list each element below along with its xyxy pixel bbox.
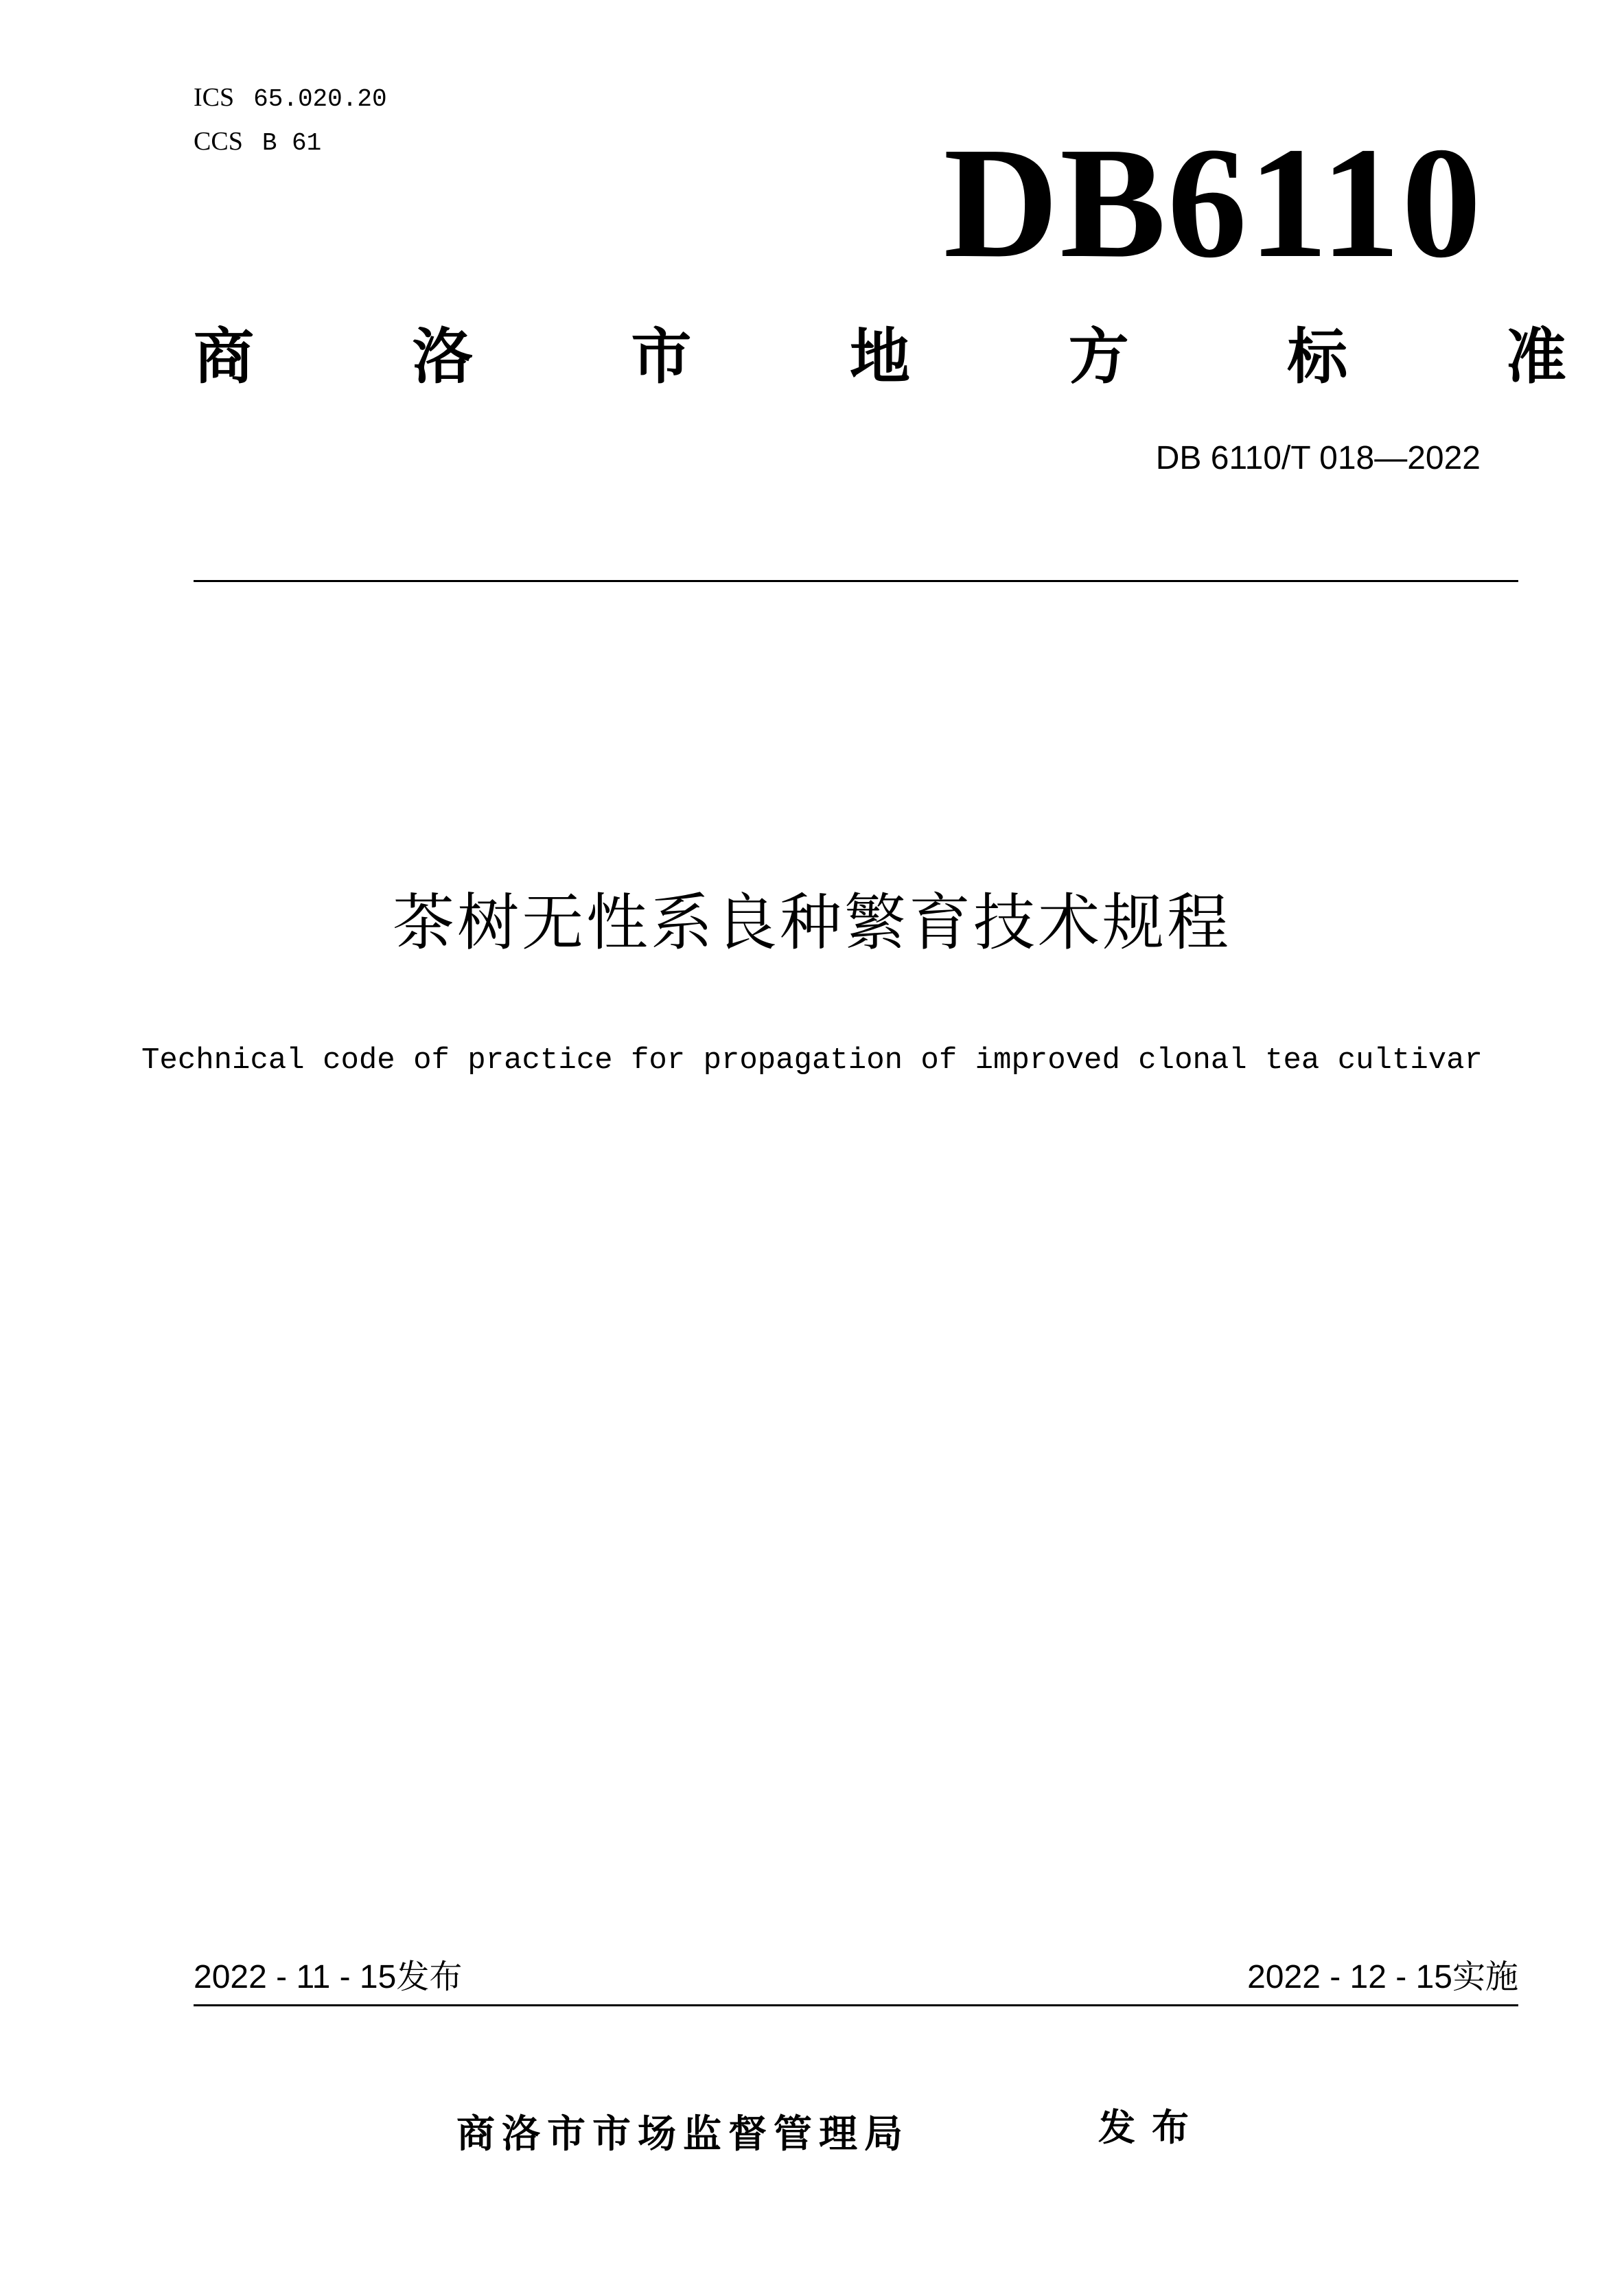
standard-logo: DB6110 bbox=[943, 115, 1483, 291]
ics-value: 65.020.20 bbox=[253, 85, 387, 113]
standard-type-char: 准 bbox=[1505, 321, 1566, 392]
issued-date-value: 2022 - 11 - 15 bbox=[194, 1959, 397, 1995]
publisher-name: 商洛市市场监督管理局 bbox=[456, 2112, 909, 2157]
title-chinese: 茶树无性系良种繁育技术规程 bbox=[393, 887, 1231, 959]
bottom-divider bbox=[194, 2004, 1518, 2006]
title-english: Technical code of practice for propagation of improved clonal tea cultivar bbox=[141, 1043, 1483, 1078]
standard-type-char: 商 bbox=[194, 321, 255, 392]
ccs-line bbox=[194, 126, 321, 159]
implemented-date bbox=[1247, 1956, 1518, 1998]
publish-label: 发布 bbox=[1098, 2106, 1205, 2149]
ics-line bbox=[194, 82, 387, 115]
document-number: DB 6110/T 018—2022 bbox=[1155, 440, 1481, 476]
implemented-suffix: 实施 bbox=[1452, 1958, 1518, 1996]
ics-label: ICS bbox=[194, 83, 235, 112]
standard-type-char: 标 bbox=[1287, 321, 1348, 392]
issued-suffix: 发布 bbox=[396, 1958, 463, 1996]
implemented-date-value: 2022 - 12 - 15 bbox=[1247, 1959, 1452, 1995]
top-divider bbox=[194, 580, 1518, 582]
standard-type-heading bbox=[194, 312, 1566, 402]
standard-type-char: 市 bbox=[631, 321, 692, 392]
ccs-label: CCS bbox=[194, 127, 243, 156]
standard-type-char: 地 bbox=[849, 321, 910, 392]
standard-type-char: 洛 bbox=[412, 321, 473, 392]
ccs-value: B 61 bbox=[262, 129, 322, 157]
issued-date bbox=[194, 1956, 462, 1998]
standard-type-char: 方 bbox=[1068, 321, 1129, 392]
